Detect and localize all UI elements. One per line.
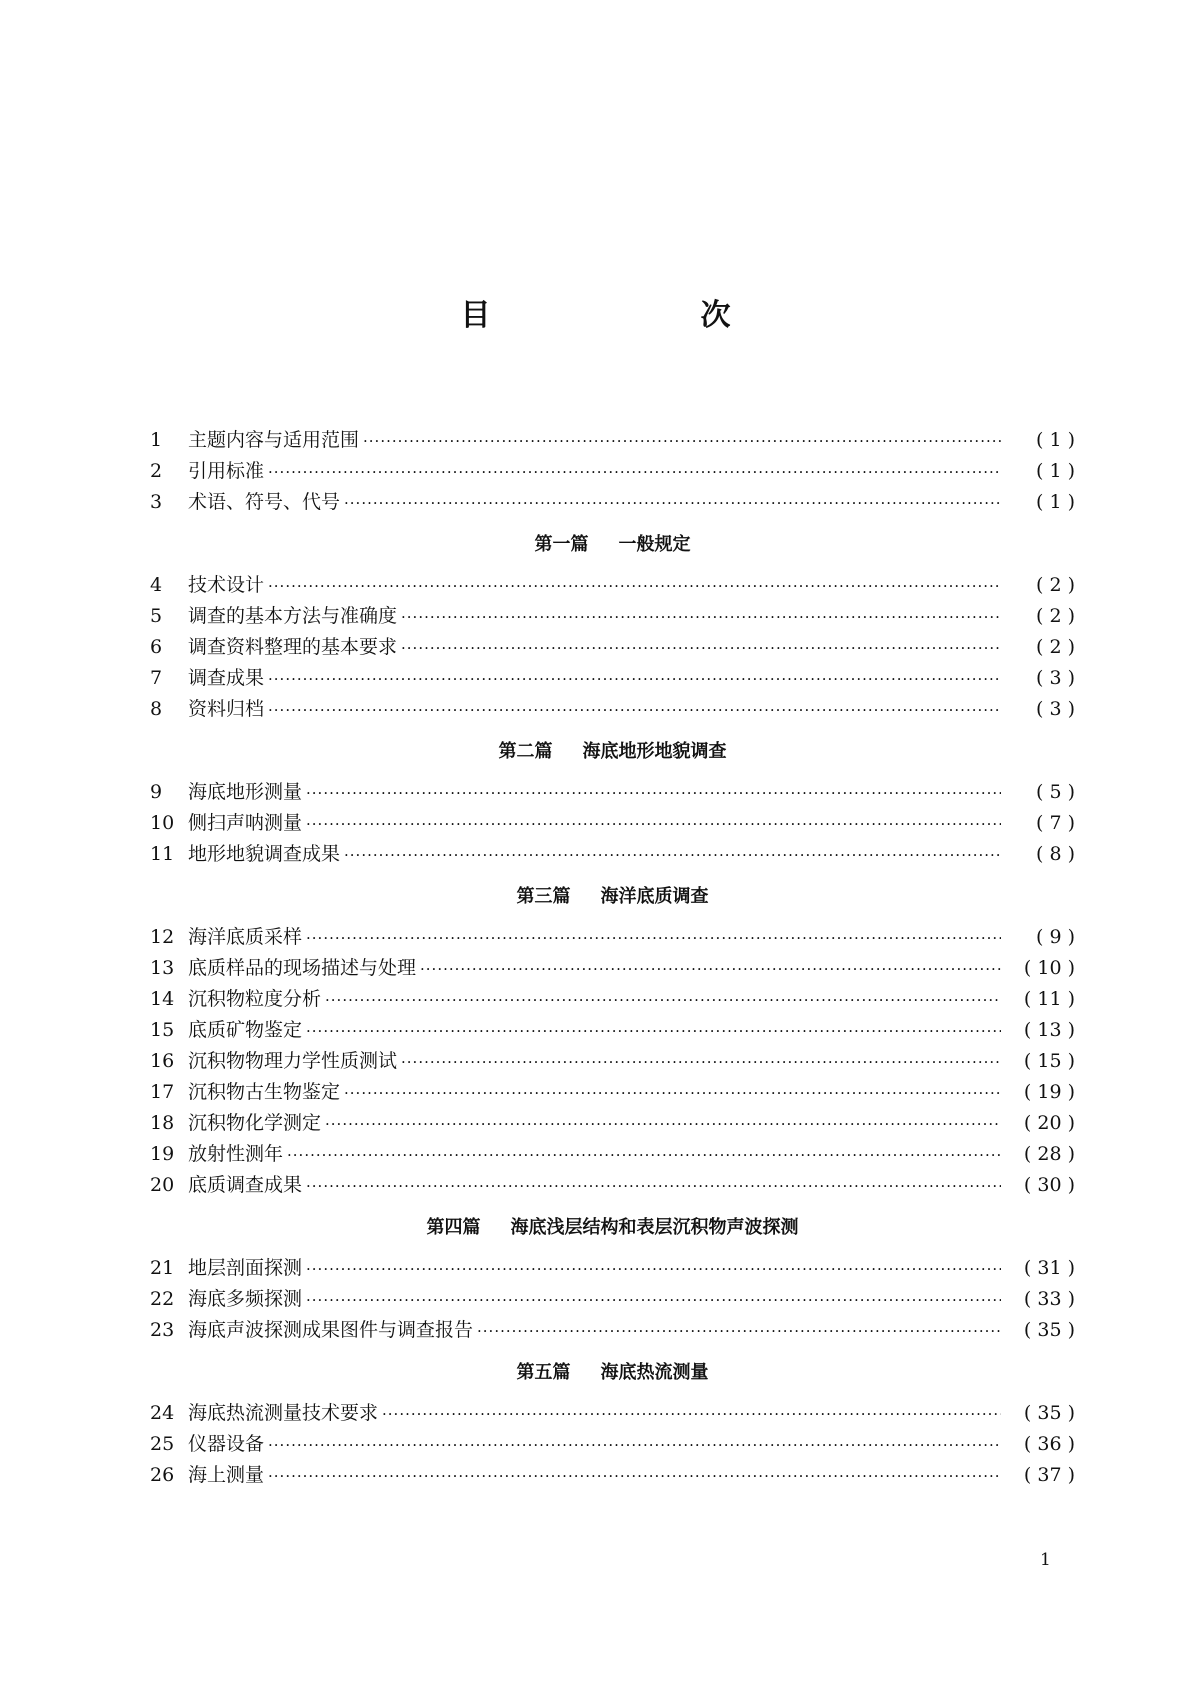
toc-entry-page: ( 5 ) [1036,781,1075,803]
page-title: 目 次 [460,298,821,333]
dot-leader [306,1260,1001,1278]
toc-entry-page: ( 13 ) [1023,1019,1075,1041]
toc-entry[interactable] [150,694,1075,725]
toc-entry[interactable] [150,1015,1075,1046]
part-number: 第三篇 [516,886,571,907]
toc-entry-label: 技术设计 [188,574,265,596]
toc-entry-page: ( 37 ) [1023,1464,1075,1486]
toc-entry-label: 侧扫声呐测量 [188,812,303,834]
toc-entry-page: ( 19 ) [1023,1081,1075,1103]
dot-leader [344,1084,1001,1102]
toc-entry-label: 沉积物化学测定 [188,1112,322,1134]
toc-entry-page: ( 7 ) [1036,812,1075,834]
dot-leader [306,1291,1001,1309]
toc-entry-number: 19 [150,1143,175,1165]
toc-entry[interactable] [150,487,1075,518]
toc-entry-number: 13 [150,957,175,979]
toc-entry[interactable] [150,601,1075,632]
part-number: 第一篇 [534,534,589,555]
toc-entry-label: 海底声波探测成果图件与调查报告 [188,1319,474,1341]
dot-leader [306,1022,1001,1040]
page-number: 1 [1040,1550,1051,1570]
dot-leader [401,608,1001,626]
toc-entry-number: 26 [150,1464,175,1486]
part-number: 第二篇 [498,741,553,762]
toc-entry-page: ( 2 ) [1036,605,1075,627]
toc-entry-page: ( 1 ) [1036,429,1075,451]
toc-entry-number: 17 [150,1081,175,1103]
toc-entry-label: 底质矿物鉴定 [188,1019,303,1041]
toc-entry[interactable] [150,922,1075,953]
toc-part-heading [150,1213,1075,1245]
dot-leader [363,432,1001,450]
toc-entry-label: 海底热流测量技术要求 [188,1402,379,1424]
toc-entry-number: 15 [150,1019,175,1041]
toc-entry[interactable] [150,1315,1075,1346]
part-number: 第五篇 [516,1362,571,1383]
toc-entry[interactable] [150,1284,1075,1315]
toc-entry-page: ( 35 ) [1023,1319,1075,1341]
toc-entry-label: 地形地貌调查成果 [188,843,341,865]
part-title: 海底热流测量 [600,1362,709,1383]
toc-entry-label: 放射性测年 [188,1143,284,1165]
toc-entry-page: ( 8 ) [1036,843,1075,865]
toc-entry-number: 24 [150,1402,175,1424]
part-title: 一般规定 [618,534,691,555]
toc-entry[interactable] [150,1398,1075,1429]
dot-leader [344,846,1001,864]
dot-leader [306,784,1001,802]
toc-entry-number: 20 [150,1174,175,1196]
toc-part-heading [150,1358,1075,1390]
toc-entry-number: 7 [150,667,163,689]
toc-entry-label: 调查的基本方法与准确度 [188,605,398,627]
toc-entry[interactable] [150,1253,1075,1284]
toc-entry[interactable] [150,1046,1075,1077]
toc-entry[interactable] [150,984,1075,1015]
toc-entry-label: 资料归档 [188,698,265,720]
toc-entry[interactable] [150,632,1075,663]
toc-entry-page: ( 36 ) [1023,1433,1075,1455]
toc-entry-number: 4 [150,574,163,596]
dot-leader [477,1322,1001,1340]
toc-entry-number: 21 [150,1257,175,1279]
toc-entry-page: ( 2 ) [1036,574,1075,596]
part-title: 海底地形地貌调查 [582,741,727,762]
part-title: 海底浅层结构和表层沉积物声波探测 [510,1217,799,1238]
toc-entry-number: 10 [150,812,175,834]
dot-leader [325,991,1001,1009]
toc-entry-page: ( 31 ) [1023,1257,1075,1279]
part-title: 海洋底质调查 [600,886,709,907]
toc-entry-label: 仪器设备 [188,1433,265,1455]
toc-entry[interactable] [150,425,1075,456]
toc-entry-number: 16 [150,1050,175,1072]
dot-leader [268,701,1001,719]
toc-entry[interactable] [150,1139,1075,1170]
dot-leader [325,1115,1001,1133]
toc-entry-label: 沉积物古生物鉴定 [188,1081,341,1103]
toc-entry-label: 海底多频探测 [188,1288,303,1310]
toc-entry-number: 12 [150,926,175,948]
dot-leader [306,929,1001,947]
toc-entry-page: ( 3 ) [1036,667,1075,689]
dot-leader [382,1405,1001,1423]
toc-entry-page: ( 10 ) [1023,957,1075,979]
toc-entry-label: 沉积物粒度分析 [188,988,322,1010]
toc-entry-label: 调查资料整理的基本要求 [188,636,398,658]
toc-entry-label: 地层剖面探测 [188,1257,303,1279]
dot-leader [306,1177,1001,1195]
toc-entry-number: 5 [150,605,163,627]
toc-entry[interactable] [150,570,1075,601]
toc-entry-page: ( 9 ) [1036,926,1075,948]
toc-entry-page: ( 33 ) [1023,1288,1075,1310]
toc-entry-page: ( 11 ) [1023,988,1075,1010]
toc-entry-number: 3 [150,491,163,513]
toc-entry-label: 底质调查成果 [188,1174,303,1196]
toc-entry-page: ( 15 ) [1023,1050,1075,1072]
toc-entry-number: 25 [150,1433,175,1455]
dot-leader [268,670,1001,688]
toc-entry-number: 8 [150,698,163,720]
toc-entry[interactable] [150,808,1075,839]
dot-leader [420,960,1001,978]
toc-entry-label: 主题内容与适用范围 [188,429,360,451]
toc-entry-label: 沉积物物理力学性质测试 [188,1050,398,1072]
toc-entry-label: 海洋底质采样 [188,926,303,948]
toc-entry[interactable] [150,1429,1075,1460]
toc-entry[interactable] [150,1108,1075,1139]
toc-entry-page: ( 30 ) [1023,1174,1075,1196]
toc-entry[interactable] [150,1170,1075,1201]
toc-entry-label: 海上测量 [188,1464,265,1486]
toc-entry-number: 11 [150,843,175,865]
toc-entry-number: 23 [150,1319,175,1341]
toc-entry-number: 22 [150,1288,175,1310]
toc-entry-number: 2 [150,460,163,482]
toc-part-heading [150,530,1075,562]
toc-entry-label: 海底地形测量 [188,781,303,803]
toc-entry-label: 引用标准 [188,460,265,482]
table-of-contents [150,425,1075,1491]
toc-entry[interactable] [150,1077,1075,1108]
toc-entry[interactable] [150,1460,1075,1491]
toc-entry-number: 6 [150,636,163,658]
toc-entry[interactable] [150,953,1075,984]
dot-leader [268,1436,1001,1454]
toc-entry-label: 术语、符号、代号 [188,491,341,513]
dot-leader [401,639,1001,657]
toc-entry-number: 9 [150,781,163,803]
toc-entry-page: ( 1 ) [1036,460,1075,482]
toc-entry-number: 1 [150,429,163,451]
dot-leader [268,577,1001,595]
dot-leader [344,494,1001,512]
toc-entry-number: 18 [150,1112,175,1134]
dot-leader [306,815,1001,833]
toc-entry-page: ( 35 ) [1023,1402,1075,1424]
dot-leader [268,1467,1001,1485]
toc-entry-label: 调查成果 [188,667,265,689]
toc-entry-label: 底质样品的现场描述与处理 [188,957,417,979]
toc-part-heading [150,737,1075,769]
toc-entry-page: ( 2 ) [1036,636,1075,658]
toc-entry[interactable] [150,839,1075,870]
dot-leader [268,463,1001,481]
part-number: 第四篇 [426,1217,481,1238]
toc-entry-page: ( 3 ) [1036,698,1075,720]
dot-leader [287,1146,1001,1164]
toc-entry[interactable] [150,777,1075,808]
toc-entry-page: ( 1 ) [1036,491,1075,513]
toc-entry-page: ( 20 ) [1023,1112,1075,1134]
toc-entry[interactable] [150,456,1075,487]
dot-leader [401,1053,1001,1071]
toc-entry[interactable] [150,663,1075,694]
toc-entry-page: ( 28 ) [1023,1143,1075,1165]
toc-part-heading [150,882,1075,914]
toc-entry-number: 14 [150,988,175,1010]
